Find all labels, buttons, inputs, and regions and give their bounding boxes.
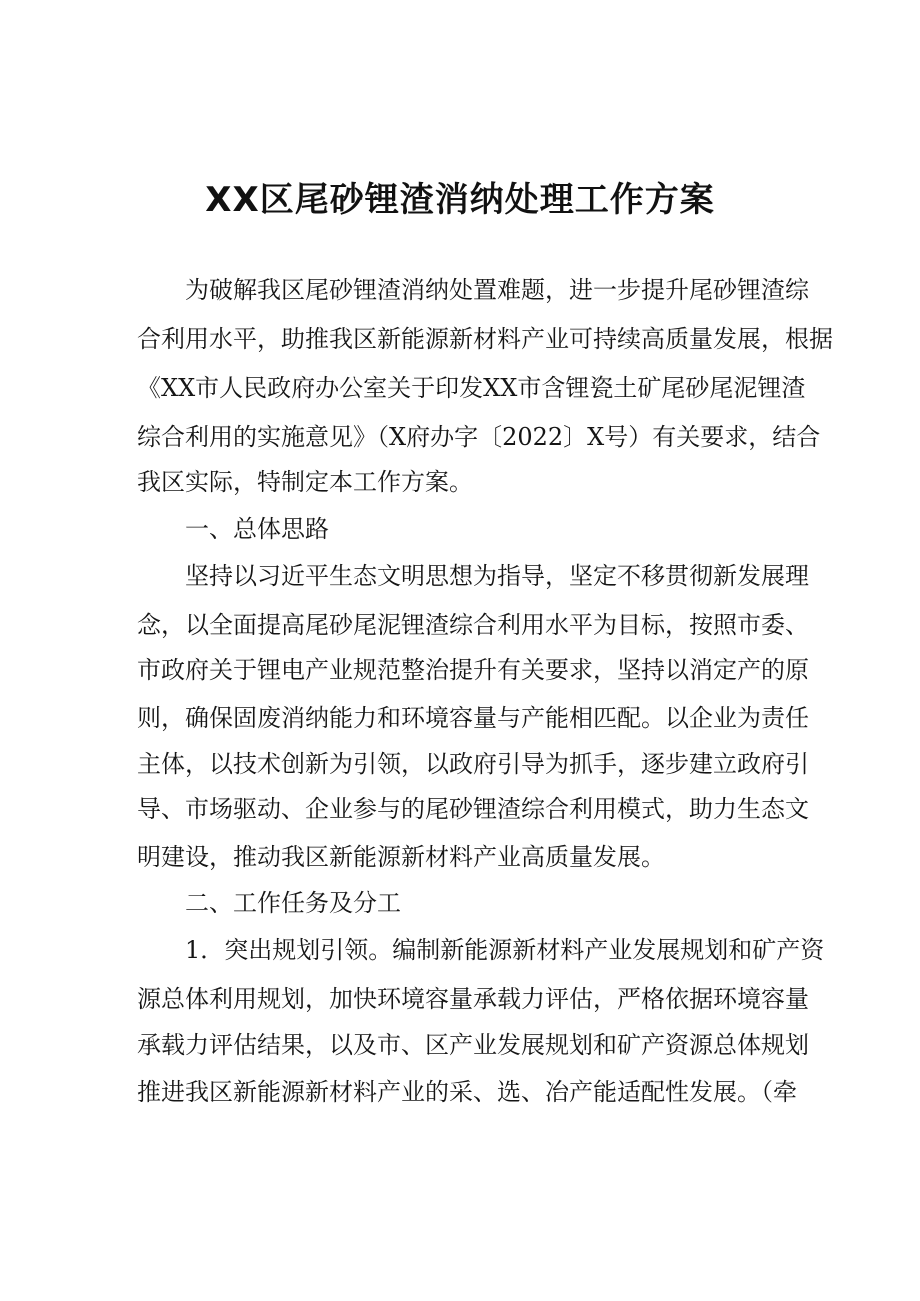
paragraph-line: 源总体利用规划，加快环境容量承载力评估，严格依据环境容量	[137, 985, 809, 1013]
paragraph-line: 1．突出规划引领。编制新能源新材料产业发展规划和矿产资	[185, 936, 825, 964]
paragraph-line: 我区实际，特制定本工作方案。	[137, 468, 473, 496]
paragraph-line: 市政府关于锂电产业规范整治提升有关要求，坚持以消定产的原	[137, 656, 809, 684]
paragraph-line: 承载力评估结果，以及市、区产业发展规划和矿产资源总体规划	[137, 1031, 809, 1059]
paragraph-line: 导、市场驱动、企业参与的尾砂锂渣综合利用模式，助力生态文	[137, 795, 809, 823]
paragraph-line: 念，以全面提高尾砂尾泥锂渣综合利用水平为目标，按照市委、	[137, 611, 809, 639]
paragraph-line: 《XX市人民政府办公室关于印发XX市含锂瓷土矿尾砂尾泥锂渣	[137, 374, 806, 402]
section-heading: 二、工作任务及分工	[185, 889, 401, 917]
paragraph-line: 则，确保固废消纳能力和环境容量与产能相匹配。以企业为责任	[137, 704, 809, 732]
paragraph-line: 明建设，推动我区新能源新材料产业高质量发展。	[137, 843, 665, 871]
paragraph-line: 主体，以技术创新为引领，以政府引导为抓手，逐步建立政府引	[137, 750, 809, 778]
paragraph-line: 合利用水平，助推我区新能源新材料产业可持续高质量发展，根据	[137, 325, 833, 353]
paragraph-line: 坚持以习近平生态文明思想为指导，坚定不移贯彻新发展理	[185, 562, 809, 590]
paragraph-line: 推进我区新能源新材料产业的采、选、冶产能适配性发展。（牵	[137, 1078, 797, 1106]
document-title: XX区尾砂锂渣消纳处理工作方案	[205, 180, 715, 220]
paragraph-line: 为破解我区尾砂锂渣消纳处置难题，进一步提升尾砂锂渣综	[185, 276, 809, 304]
paragraph-line: 综合利用的实施意见》（X府办字〔2022〕X号）有关要求，结合	[137, 423, 821, 451]
section-heading: 一、总体思路	[185, 515, 329, 543]
